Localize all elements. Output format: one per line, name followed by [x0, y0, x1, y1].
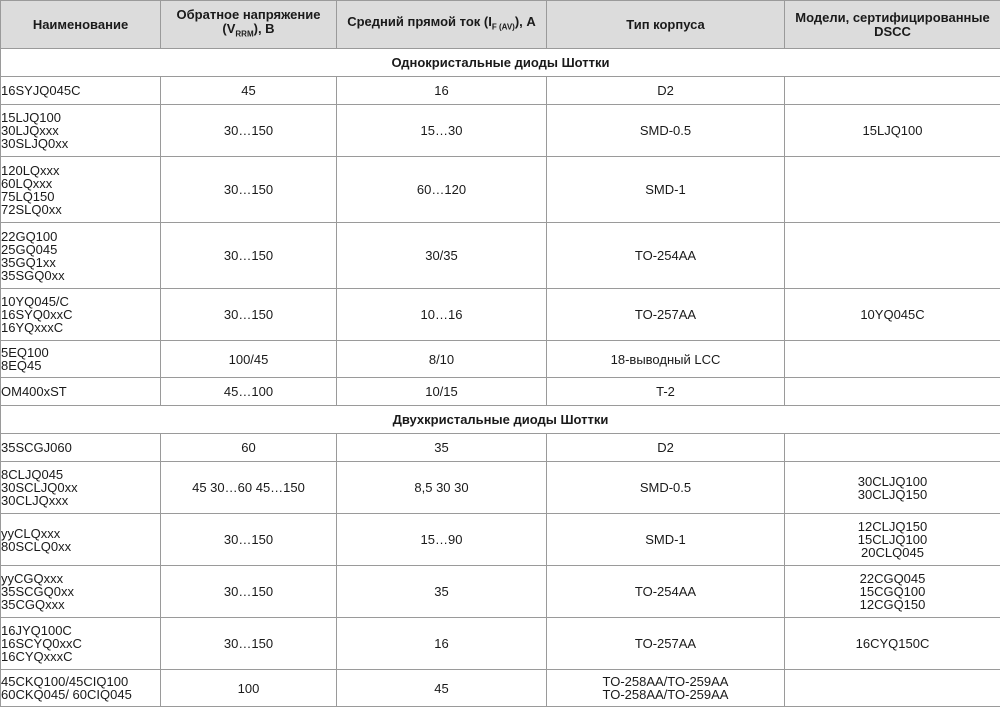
cell-name: 16SYJQ045C	[1, 77, 161, 105]
cell-dscc	[785, 341, 1000, 378]
cell-dscc: 22CGQ045 15CGQ100 12CGQ150	[785, 566, 1000, 618]
cell-dscc	[785, 378, 1000, 406]
cell-name: yyCGQxxx 35SCGQ0xx 35CGQxxx	[1, 566, 161, 618]
cell-package: TO-257AA	[547, 618, 785, 670]
cell-dscc	[785, 670, 1000, 707]
cell-current: 8/10	[337, 341, 547, 378]
table-row	[1, 223, 1000, 289]
cell-dscc	[785, 77, 1000, 105]
cell-voltage: 30…150	[161, 105, 337, 157]
cell-name: 5EQ100 8EQ45	[1, 341, 161, 378]
cell-voltage: 100/45	[161, 341, 337, 378]
header-name: Наименование	[1, 1, 161, 49]
cell-name: 35SCGJ060	[1, 434, 161, 462]
header-current: Средний прямой ток $(I_{F (AV)})$, А	[337, 1, 547, 49]
cell-package: D2	[547, 434, 785, 462]
cell-name: 10YQ045/C 16SYQ0xxC 16YQxxxC	[1, 289, 161, 341]
table-row	[1, 618, 1000, 670]
cell-current: 45	[337, 670, 547, 707]
table-row	[1, 566, 1000, 618]
cell-name: 8CLJQ045 30SCLJQ0xx 30CLJQxxx	[1, 462, 161, 514]
cell-package: TO-258AA/TO-259AA TO-258AA/TO-259AA	[547, 670, 785, 707]
cell-voltage: 30…150	[161, 289, 337, 341]
section-dual-title: Двухкристальные диоды Шоттки	[1, 406, 1000, 434]
cell-dscc: 15LJQ100	[785, 105, 1000, 157]
cell-current: 16	[337, 618, 547, 670]
cell-name: 16JYQ100C 16SCYQ0xxC 16CYQxxxC	[1, 618, 161, 670]
cell-name: 45CKQ100/45CIQ100 60CKQ045/ 60CIQ045	[1, 670, 161, 707]
header-dscc: Модели, сертифицированные DSCC	[785, 1, 1000, 49]
table-row	[1, 157, 1000, 223]
cell-voltage: 30…150	[161, 157, 337, 223]
cell-package: SMD-0.5	[547, 105, 785, 157]
table-row	[1, 77, 1000, 105]
cell-dscc	[785, 157, 1000, 223]
cell-package: D2	[547, 77, 785, 105]
cell-voltage: 45 30…60 45…150	[161, 462, 337, 514]
cell-dscc	[785, 223, 1000, 289]
cell-package: SMD-1	[547, 514, 785, 566]
cell-package: TO-254AA	[547, 566, 785, 618]
cell-voltage: 45…100	[161, 378, 337, 406]
table-row	[1, 462, 1000, 514]
table-row	[1, 434, 1000, 462]
header-package: Тип корпуса	[547, 1, 785, 49]
cell-voltage: 30…150	[161, 514, 337, 566]
cell-name: yyCLQxxx 80SCLQ0xx	[1, 514, 161, 566]
cell-package: T-2	[547, 378, 785, 406]
cell-current: 60…120	[337, 157, 547, 223]
cell-dscc: 16CYQ150C	[785, 618, 1000, 670]
cell-current: 10/15	[337, 378, 547, 406]
cell-package: TO-254AA	[547, 223, 785, 289]
cell-voltage: 100	[161, 670, 337, 707]
table-row	[1, 514, 1000, 566]
cell-current: 8,5 30 30	[337, 462, 547, 514]
table-row	[1, 670, 1000, 707]
cell-package: SMD-1	[547, 157, 785, 223]
header-voltage: Обратное напряжение $(V_{RRM})$, В	[161, 1, 337, 49]
cell-voltage: 30…150	[161, 223, 337, 289]
cell-voltage: 30…150	[161, 618, 337, 670]
cell-current: 35	[337, 434, 547, 462]
cell-current: 15…90	[337, 514, 547, 566]
table-row	[1, 289, 1000, 341]
cell-name: 22GQ100 25GQ045 35GQ1xx 35SGQ0xx	[1, 223, 161, 289]
cell-voltage: 60	[161, 434, 337, 462]
table-row	[1, 341, 1000, 378]
cell-package: TO-257AA	[547, 289, 785, 341]
header-row	[1, 1, 1000, 49]
cell-dscc: 12CLJQ150 15CLJQ100 20CLQ045	[785, 514, 1000, 566]
cell-current: 15…30	[337, 105, 547, 157]
section-row	[1, 49, 1000, 77]
table-row	[1, 105, 1000, 157]
cell-current: 10…16	[337, 289, 547, 341]
cell-current: 35	[337, 566, 547, 618]
cell-current: 16	[337, 77, 547, 105]
cell-dscc: 10YQ045C	[785, 289, 1000, 341]
cell-dscc: 30CLJQ100 30CLJQ150	[785, 462, 1000, 514]
cell-name: 120LQxxx 60LQxxx 75LQ150 72SLQ0xx	[1, 157, 161, 223]
cell-package: SMD-0.5	[547, 462, 785, 514]
section-single-title: Однокристальные диоды Шоттки	[1, 49, 1000, 77]
cell-current: 30/35	[337, 223, 547, 289]
cell-dscc	[785, 434, 1000, 462]
cell-name: 15LJQ100 30LJQxxx 30SLJQ0xx	[1, 105, 161, 157]
section-row	[1, 406, 1000, 434]
cell-voltage: 45	[161, 77, 337, 105]
cell-package: 18-выводный LCC	[547, 341, 785, 378]
table-row	[1, 378, 1000, 406]
cell-voltage: 30…150	[161, 566, 337, 618]
cell-name: OM400xST	[1, 378, 161, 406]
